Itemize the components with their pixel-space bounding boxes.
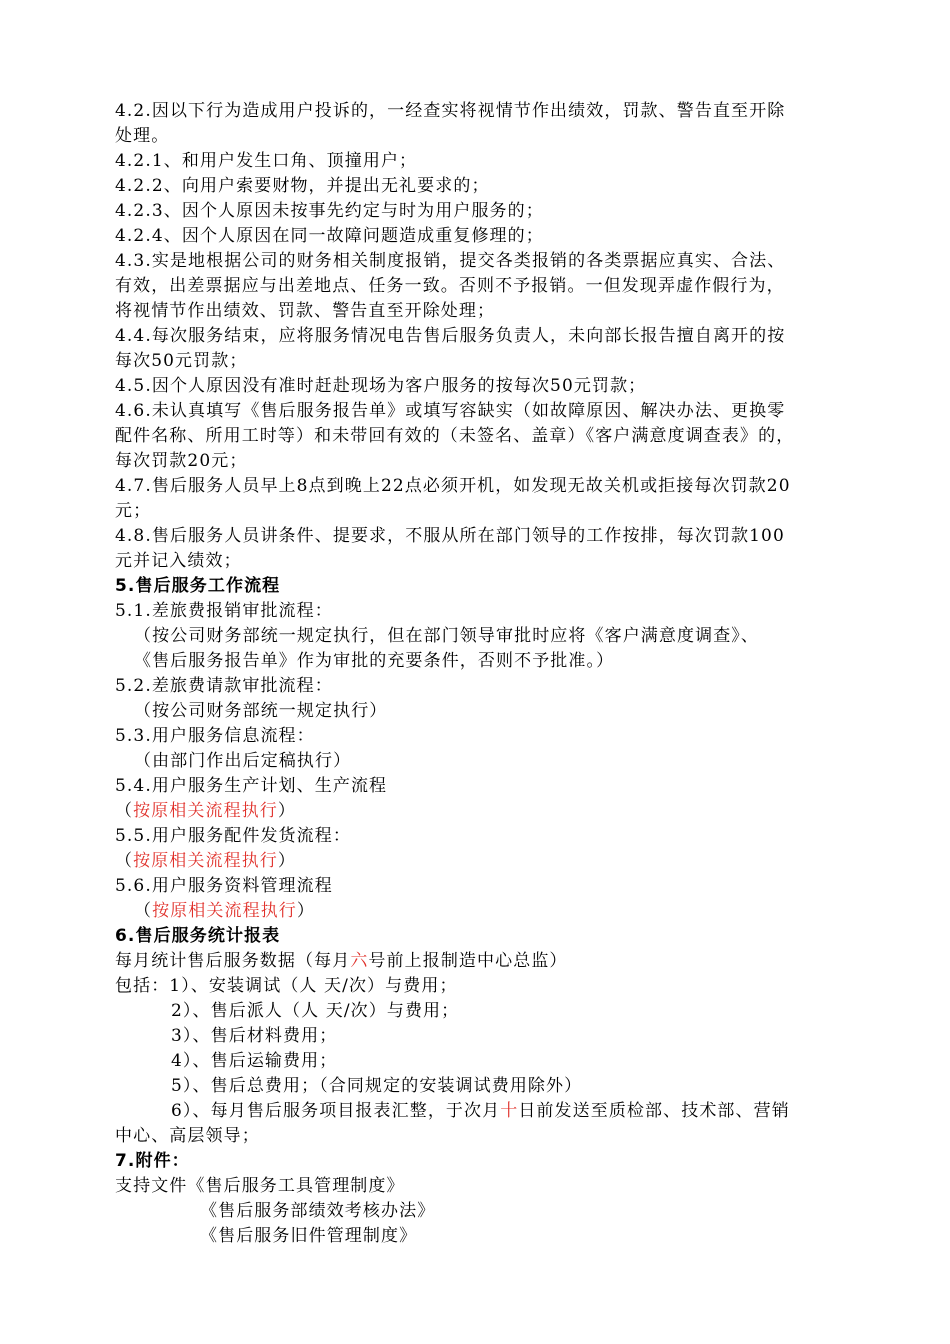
text-line: 中心、高层领导；: [115, 1126, 260, 1146]
text-line: 元；: [115, 501, 152, 521]
text-line: （按原相关流程执行）: [115, 801, 297, 821]
text-line: 4.2.3、因个人原因未按事先约定与时为用户服务的；: [115, 201, 544, 221]
highlighted-text: 按原相关流程执行: [133, 851, 278, 871]
text-line: 5.1.差旅费报销审批流程：: [115, 601, 333, 621]
text-line: 处理。: [115, 126, 170, 146]
text-line: 5.5.用户服务配件发货流程：: [115, 826, 351, 846]
text-line: 2）、售后派人（人 天/次）与费用；: [171, 1001, 460, 1021]
text-line: 每月统计售后服务数据（每月六号前上报制造中心总监）: [115, 951, 568, 971]
text-line: 4.6.未认真填写《售后服务报告单》或填写容缺实（如故障原因、解决办法、更换零: [115, 401, 786, 421]
text-line: 5.6.用户服务资料管理流程: [115, 876, 333, 896]
highlighted-text: 按原相关流程执行: [133, 801, 278, 821]
text-line: 4.2.4、因个人原因在同一故障问题造成重复修理的；: [115, 226, 544, 246]
highlighted-text: 十: [500, 1101, 519, 1121]
text-line: 5.4.用户服务生产计划、生产流程: [115, 776, 388, 796]
text-line: 4.5.因个人原因没有准时赶赴现场为客户服务的按每次50元罚款；: [115, 376, 647, 396]
text-line: （按公司财务部统一规定执行）: [134, 701, 388, 721]
section-heading: 6.售后服务统计报表: [115, 926, 281, 946]
text-line: 4.7.售后服务人员早上8点到晚上22点必须开机，如发现无故关机或拒接每次罚款20: [115, 476, 791, 496]
highlighted-text: 按原相关流程执行: [152, 901, 297, 921]
text-line: 包括：1）、安装调试（人 天/次）与费用；: [115, 976, 458, 996]
text-line: 《售后服务报告单》作为审批的充要条件，否则不予批准。）: [134, 651, 615, 671]
text-line: 4.4.每次服务结束，应将服务情况电告售后服务负责人，未向部长报告擅自离开的按: [115, 326, 786, 346]
text-line: 《售后服务部绩效考核办法》: [200, 1201, 436, 1221]
text-line: 每次50元罚款；: [115, 351, 248, 371]
highlighted-text: 六: [350, 951, 369, 971]
text-line: 4.2.1、和用户发生口角、顶撞用户；: [115, 151, 418, 171]
text-line: 5.2.差旅费请款审批流程：: [115, 676, 333, 696]
text-line: （由部门作出后定稿执行）: [134, 751, 352, 771]
text-line: 有效，出差票据应与出差地点、任务一致。否则不予报销。一但发现弄虚作假行为，: [115, 276, 785, 296]
text-line: 5）、售后总费用；（合同规定的安装调试费用除外）: [171, 1076, 583, 1096]
text-line: 4.2.因以下行为造成用户投诉的，一经查实将视情节作出绩效，罚款、警告直至开除: [115, 101, 786, 121]
text-line: 4.8.售后服务人员讲条件、提要求，不服从所在部门领导的工作按排，每次罚款100: [115, 526, 785, 546]
text-line: 支持文件《售后服务工具管理制度》: [115, 1176, 405, 1196]
text-line: 4.3.实是地根据公司的财务相关制度报销，提交各类报销的各类票据应真实、合法、: [115, 251, 786, 271]
text-line: （按原相关流程执行）: [134, 901, 316, 921]
section-heading: 7.附件：: [115, 1151, 190, 1171]
text-line: 元并记入绩效；: [115, 551, 242, 571]
text-line: 3）、售后材料费用；: [171, 1026, 338, 1046]
text-line: 4.2.2、向用户索要财物，并提出无礼要求的；: [115, 176, 490, 196]
text-line: 6）、每月售后服务项目报表汇整，于次月十日前发送至质检部、技术部、营销: [171, 1101, 790, 1121]
text-line: （按公司财务部统一规定执行，但在部门领导审批时应将《客户满意度调查》、: [134, 626, 759, 646]
text-line: 5.3.用户服务信息流程：: [115, 726, 315, 746]
text-line: （按原相关流程执行）: [115, 851, 297, 871]
text-line: 4）、售后运输费用；: [171, 1051, 338, 1071]
section-heading: 5.售后服务工作流程: [115, 576, 281, 596]
text-line: 《售后服务旧件管理制度》: [200, 1226, 418, 1246]
text-line: 每次罚款20元；: [115, 451, 248, 471]
text-line: 将视情节作出绩效、罚款、警告直至开除处理；: [115, 301, 496, 321]
text-line: 配件名称、所用工时等）和未带回有效的（未签名、盖章）《客户满意度调查表》的，: [115, 426, 795, 446]
